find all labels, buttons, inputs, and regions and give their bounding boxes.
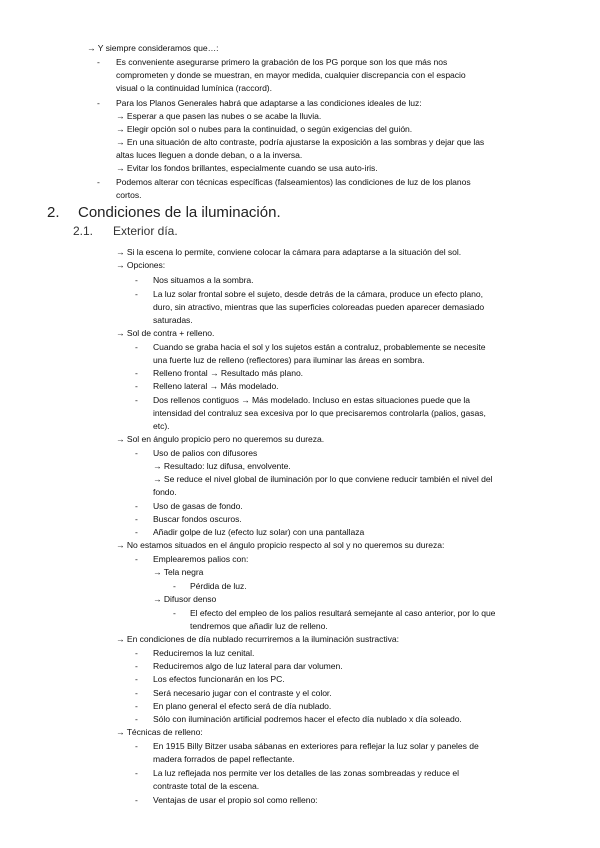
- intro-para3-line1: Podemos alterar con técnicas específicas (falseamientos) las condiciones de luz de los planos: [116, 177, 471, 187]
- intro-para1-line2: comprometen y donde se muestran, en mayor medida, cualquier discrepancia con el espacio: [116, 70, 466, 80]
- bullet-dash: -: [135, 381, 138, 391]
- bullet-dash: -: [135, 741, 138, 751]
- body-line: → Sol de contra + relleno.: [116, 328, 215, 338]
- bullet-dash: -: [135, 554, 138, 564]
- bullet-dash: -: [173, 581, 176, 591]
- intro-para2-line2: → Esperar a que pasen las nubes o se acabe la lluvia.: [116, 111, 322, 121]
- body-line: Cuando se graba hacia el sol y los sujetos están a contraluz, probablemente se necesite: [153, 342, 486, 352]
- bullet-dash: -: [135, 688, 138, 698]
- body-line: → Difusor denso: [153, 594, 217, 604]
- intro-para2-line3: → Elegir opción sol o nubes para la continuidad, o según exigencias del guión.: [116, 124, 413, 134]
- body-line: → Resultado: luz difusa, envolvente.: [153, 461, 291, 471]
- bullet-dash: -: [135, 701, 138, 711]
- bullet-dash: -: [97, 57, 100, 67]
- bullet-dash: -: [135, 795, 138, 805]
- body-line: → En condiciones de día nublado recurriremos a la iluminación sustractiva:: [116, 634, 399, 644]
- bullet-dash: -: [135, 714, 138, 724]
- body-line: Relleno frontal → Resultado más plano.: [153, 368, 304, 378]
- bullet-dash: -: [135, 342, 138, 352]
- intro-para1-line1: Es conveniente asegurarse primero la grabación de los PG porque son los que más nos: [116, 57, 448, 67]
- body-line: Buscar fondos oscuros.: [153, 514, 242, 524]
- body-line: → Técnicas de relleno:: [116, 727, 203, 737]
- bullet-dash: -: [135, 768, 138, 778]
- body-line: → Tela negra: [153, 567, 204, 577]
- bullet-dash: -: [135, 289, 138, 299]
- body-line: Será necesario jugar con el contraste y el color.: [153, 688, 332, 698]
- body-line: El efecto del empleo de los palios resultará semejante al caso anterior, por lo que: [190, 608, 496, 618]
- bullet-dash: -: [135, 674, 138, 684]
- bullet-dash: -: [97, 177, 100, 187]
- body-line: La luz solar frontal sobre el sujeto, desde detrás de la cámara, produce un efecto plano,: [153, 289, 483, 299]
- intro-para2-line6: → Evitar los fondos brillantes, especialmente cuando se usa auto-iris.: [116, 163, 378, 173]
- body-line: Dos rellenos contiguos → Más modelado. Incluso en estas situaciones puede que la: [153, 395, 471, 405]
- body-line: En plano general el efecto será de día nublado.: [153, 701, 332, 711]
- bullet-dash: -: [97, 98, 100, 108]
- body-line: Añadir golpe de luz (efecto luz solar) con una pantallaza: [153, 527, 365, 537]
- section-title: Condiciones de la iluminación.: [78, 204, 281, 221]
- bullet-dash: -: [135, 448, 138, 458]
- body-line: → Opciones:: [116, 260, 166, 270]
- body-line: Uso de palios con difusores: [153, 448, 258, 458]
- subsection-title: Exterior día.: [113, 224, 178, 238]
- body-line: En 1915 Billy Bitzer usaba sábanas en exteriores para reflejar la luz solar y paneles de: [153, 741, 479, 751]
- bullet-dash: -: [135, 527, 138, 537]
- bullet-dash: -: [173, 608, 176, 618]
- body-line: Sólo con iluminación artificial podremos hacer el efecto día nublado x día soleado.: [153, 714, 462, 724]
- body-line: → Si la escena lo permite, conviene colocar la cámara para adaptarse a la situación del sol.: [116, 247, 462, 257]
- body-line: La luz reflejada nos permite ver los detalles de las zonas sombreadas y reduce el: [153, 768, 459, 778]
- body-line: Relleno lateral → Más modelado.: [153, 381, 279, 391]
- body-line: fondo.: [153, 487, 177, 497]
- body-line: etc).: [153, 421, 170, 431]
- subsection-number: 2.1.: [73, 224, 94, 238]
- body-line: contraste total de la escena.: [153, 781, 260, 791]
- body-line: duro, sin atractivo, mientras que las superficies coloreadas pueden aparecer demasiado: [153, 302, 485, 312]
- body-line: Reduciremos algo de luz lateral para dar volumen.: [153, 661, 343, 671]
- body-line: madera forrados de papel reflectante.: [153, 754, 295, 764]
- body-line: Nos situamos a la sombra.: [153, 275, 254, 285]
- body-line: → Se reduce el nivel global de iluminación por lo que conviene reducir también el nivel del: [153, 474, 493, 484]
- body-line: Ventajas de usar el propio sol como relleno:: [153, 795, 318, 805]
- body-line: una fuerte luz de relleno (reflectores) para iluminar las áreas en sombra.: [153, 355, 425, 365]
- body-line: intensidad del contraluz sea excesiva por lo que precisaremos controlarla (palios, gasas,: [153, 408, 486, 418]
- body-line: Uso de gasas de fondo.: [153, 501, 243, 511]
- intro-para3-line2: cortos.: [116, 190, 142, 200]
- body-line: → No estamos situados en el ángulo propicio respecto al sol y no queremos su dureza:: [116, 540, 445, 550]
- bullet-dash: -: [135, 648, 138, 658]
- intro-arrow-line: → Y siempre consideramos que…:: [87, 43, 219, 53]
- body-line: saturadas.: [153, 315, 193, 325]
- body-line: → Sol en ángulo propicio pero no queremos su dureza.: [116, 434, 325, 444]
- bullet-dash: -: [135, 395, 138, 405]
- section-number: 2.: [47, 204, 60, 221]
- intro-para2-line5: altas luces lleguen a donde deban, o a la inversa.: [116, 150, 303, 160]
- bullet-dash: -: [135, 514, 138, 524]
- bullet-dash: -: [135, 661, 138, 671]
- body-line: Emplearemos palios con:: [153, 554, 249, 564]
- intro-para2-line4: → En una situación de alto contraste, podría ajustarse la exposición a las sombras y dejar que las: [116, 137, 485, 147]
- bullet-dash: -: [135, 501, 138, 511]
- bullet-dash: -: [135, 275, 138, 285]
- body-line: Pérdida de luz.: [190, 581, 247, 591]
- intro-para2-line1: Para los Planos Generales habrá que adaptarse a las condiciones ideales de luz:: [116, 98, 422, 108]
- body-line: tendremos que añadir luz de relleno.: [190, 621, 328, 631]
- intro-para1-line3: visual o la continuidad lumínica (raccord).: [116, 83, 272, 93]
- bullet-dash: -: [135, 368, 138, 378]
- body-line: Reduciremos la luz cenital.: [153, 648, 255, 658]
- body-line: Los efectos funcionarán en los PC.: [153, 674, 285, 684]
